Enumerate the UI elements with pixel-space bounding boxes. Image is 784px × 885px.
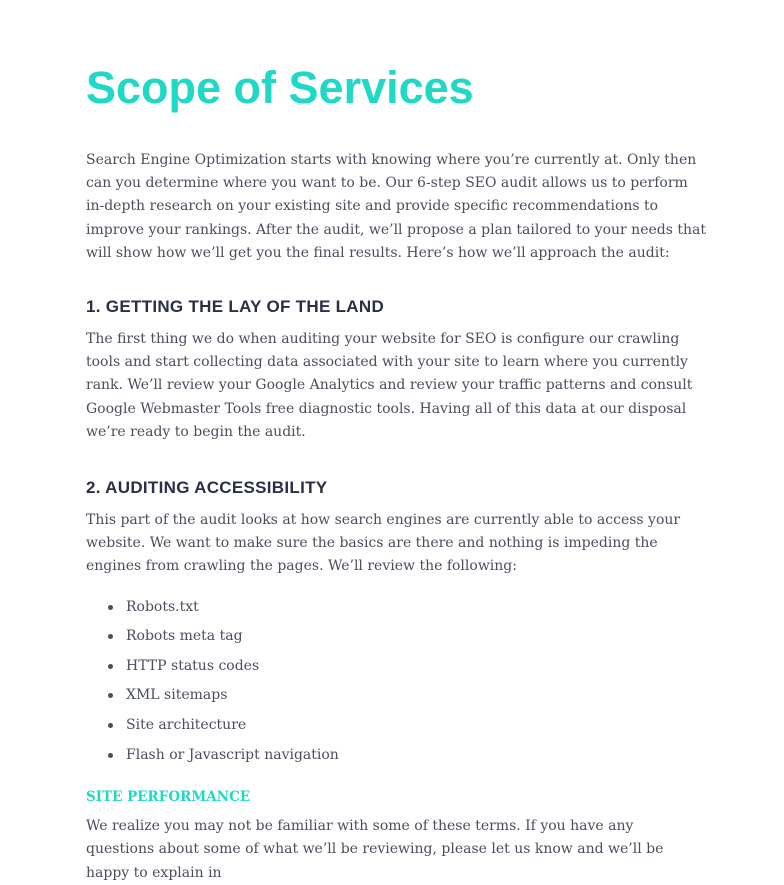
list-item xyxy=(108,741,706,771)
intro-paragraph: Search Engine Optimization starts with knowing where you’re currently at. Only then can you determine where you want to be. Our 6-step SEO audit allows us to perform in-depth research on your existing site and provide specific recommendations to improve your rankings. After the audit, we’ll propose a plan tailored to your needs that will show how we’ll get you the final results. Here’s how we’ll approach the audit: xyxy=(86,152,706,261)
document-content xyxy=(86,58,706,885)
bullet-dot-icon xyxy=(108,693,113,698)
list-item xyxy=(108,652,706,682)
list-item xyxy=(108,711,706,741)
bullet-dot-icon xyxy=(108,634,113,639)
list-item xyxy=(108,681,706,711)
subsection-body-site-performance: We realize you may not be familiar with some of these terms. If you have any questions about some of what we’ll be reviewing, please let us know and we’ll be happy to explain in xyxy=(86,818,664,881)
accessibility-checklist xyxy=(86,593,706,771)
bullet-dot-icon xyxy=(108,605,113,610)
list-item-label: Site architecture xyxy=(126,717,247,734)
bullet-dot-icon xyxy=(108,723,113,728)
section-heading-accessibility: 2. AUDITING ACCESSIBILITY xyxy=(86,478,328,498)
list-item-label: HTTP status codes xyxy=(126,657,260,674)
bullet-dot-icon xyxy=(108,753,113,758)
bullet-dot-icon xyxy=(108,664,113,669)
list-item-label: Robots.txt xyxy=(126,598,199,615)
list-item xyxy=(108,593,706,623)
section-body-accessibility: This part of the audit looks at how search engines are currently able to access your website. We want to make sure the basics are there and nothing is impeding the engines from crawling the pages. We’ll review the following: xyxy=(86,512,681,575)
page-title: Scope of Services xyxy=(86,62,474,113)
list-item xyxy=(108,622,706,652)
section-body-lay-of-land: The first thing we do when auditing your website for SEO is configure our crawling tools and start collecting data associated with your site to learn where you currently rank. We’ll review your Google Analytics and review your traffic patterns and consult Google Webmaster Tools free diagnostic tools. Having all of this data at our disposal we’re ready to begin the audit. xyxy=(86,331,693,440)
list-item-label: Robots meta tag xyxy=(126,628,243,645)
section-heading-lay-of-land: 1. GETTING THE LAY OF THE LAND xyxy=(86,297,385,317)
list-item-label: Flash or Javascript navigation xyxy=(126,746,339,763)
list-item-label: XML sitemaps xyxy=(126,687,228,704)
subsection-heading-site-performance: SITE PERFORMANCE xyxy=(86,789,251,806)
